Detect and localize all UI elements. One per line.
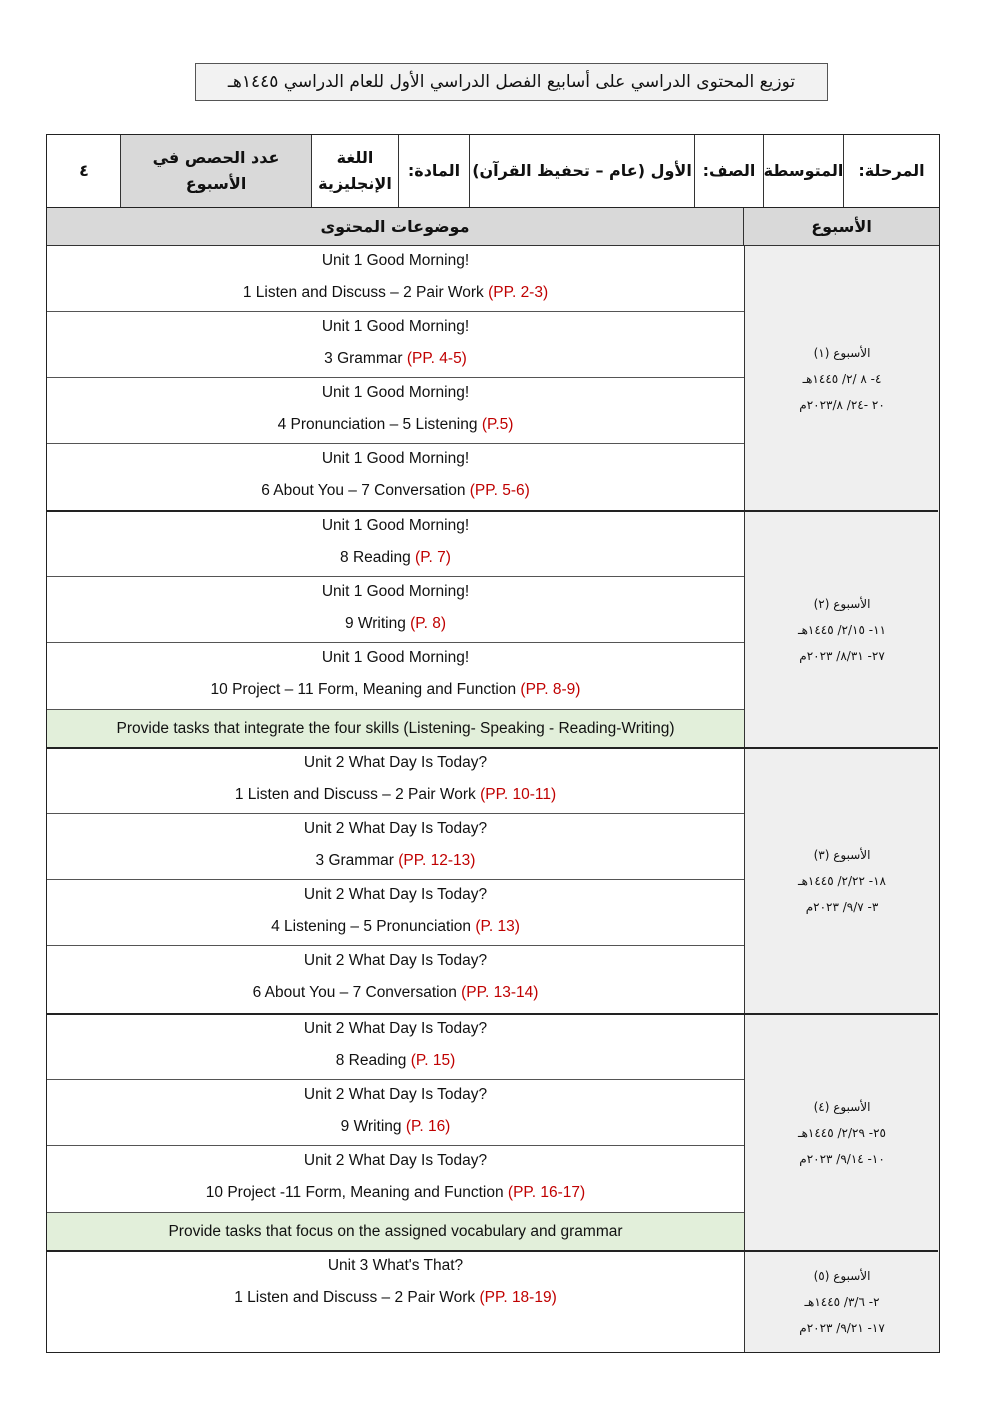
- page-reference: (PP. 5-6): [469, 482, 530, 499]
- lesson-row: [47, 1146, 744, 1213]
- week-hijri-dates: ٢- ٣/٦/ ١٤٤٥هـ: [804, 1294, 880, 1309]
- page-reference: (PP. 12-13): [398, 852, 476, 869]
- page-reference: (P. 16): [405, 1118, 451, 1135]
- lesson-row: [47, 378, 744, 444]
- lesson-topic: 10 Project – 11 Form, Meaning and Function (PP. 8-9): [210, 681, 581, 698]
- lesson-unit: Unit 1 Good Morning!: [321, 450, 470, 467]
- content-table: [46, 207, 940, 1353]
- page-reference: (PP. 10-11): [480, 786, 557, 803]
- topics-header: موضوعات المحتوى: [47, 208, 744, 246]
- lesson-row: [47, 880, 744, 946]
- lesson-row: [47, 643, 744, 710]
- page-reference: (P. 13): [475, 918, 520, 935]
- lesson-topic: 1 Listen and Discuss – 2 Pair Work (PP. 18-19): [234, 1289, 557, 1306]
- subject-value: اللغة الإنجليزية: [311, 135, 398, 207]
- lesson-row: [47, 1251, 744, 1352]
- stage-value: المتوسطة: [763, 135, 843, 207]
- week-hijri-dates: ٤- ٨ /٢/ ١٤٤٥هـ: [802, 371, 882, 386]
- lesson-topic: 9 Writing (P. 8): [344, 615, 447, 632]
- lesson-row: [47, 748, 744, 814]
- lesson-row: [47, 1014, 744, 1080]
- grade-label: الصف:: [694, 135, 763, 207]
- week-gregorian-dates: ٢٧- ٨/٣١/ ٢٠٢٣م: [799, 648, 885, 663]
- lesson-unit: Unit 3 What's That?: [327, 1257, 464, 1274]
- lesson-unit: Unit 1 Good Morning!: [321, 583, 470, 600]
- page-reference: (P.5): [481, 416, 514, 433]
- week-gregorian-dates: ٢٠ -٢٤/ ٢٠٢٣/٨م: [799, 397, 885, 412]
- week-hijri-dates: ١٨- ٢/٢٢/ ١٤٤٥هـ: [798, 874, 886, 888]
- lesson-row: [47, 946, 744, 1014]
- lesson-row: [47, 814, 744, 880]
- lesson-unit: Unit 1 Good Morning!: [321, 318, 470, 335]
- week-cell: [744, 511, 939, 748]
- subject-label: المادة:: [398, 135, 469, 207]
- week-gregorian-dates: ١٠- ٩/١٤/ ٢٠٢٣م: [799, 1151, 885, 1166]
- week-hijri-dates: ١١- ٢/١٥/ ١٤٤٥هـ: [798, 622, 886, 637]
- lesson-unit: Unit 2 What Day Is Today?: [303, 952, 488, 969]
- lesson-topic: 6 About You – 7 Conversation (PP. 13-14): [252, 984, 539, 1001]
- teaching-note: Provide tasks that focus on the assigned vocabulary and grammar: [47, 1213, 744, 1251]
- week-hijri-dates: ٢٥- ٢/٢٩/ ١٤٤٥هـ: [798, 1125, 886, 1140]
- periods-label: عدد الحصص في الأسبوع: [120, 135, 311, 207]
- week-name: الأسبوع (٢): [813, 596, 871, 611]
- lesson-row: [47, 246, 744, 312]
- page-reference: (PP. 2-3): [488, 284, 549, 301]
- page-reference: (PP. 4-5): [406, 350, 467, 367]
- lesson-row: [47, 312, 744, 378]
- lesson-unit: Unit 1 Good Morning!: [321, 252, 470, 269]
- lesson-topic: 9 Writing (P. 16): [340, 1118, 451, 1135]
- lesson-unit: Unit 1 Good Morning!: [321, 649, 470, 666]
- lesson-topic: 1 Listen and Discuss – 2 Pair Work (PP. 10-11): [234, 786, 557, 803]
- lesson-topic: 8 Reading (P. 15): [335, 1052, 456, 1069]
- lesson-topic: 4 Listening – 5 Pronunciation (P. 13): [271, 918, 520, 935]
- lesson-row: [47, 511, 744, 577]
- page-reference: (PP. 8-9): [520, 681, 581, 698]
- lesson-unit: Unit 2 What Day Is Today?: [303, 820, 488, 837]
- lesson-unit: Unit 2 What Day Is Today?: [303, 886, 488, 903]
- week-cell: [744, 246, 939, 511]
- page-reference: (PP. 16-17): [507, 1184, 586, 1201]
- lesson-topic: 8 Reading (P. 7): [340, 549, 451, 566]
- week-header: الأسبوع: [744, 208, 939, 246]
- lesson-topic: 1 Listen and Discuss – 2 Pair Work (PP. 2-3): [242, 284, 549, 301]
- page-reference: (PP. 18-19): [479, 1289, 557, 1306]
- periods-value: ٤: [79, 161, 89, 181]
- lesson-row: [47, 577, 744, 643]
- lesson-unit: Unit 1 Good Morning!: [321, 384, 470, 401]
- lesson-topic: 6 About You – 7 Conversation (PP. 5-6): [261, 482, 530, 499]
- lesson-topic: 3 Grammar (PP. 12-13): [315, 852, 476, 869]
- week-name: الأسبوع (٣): [813, 848, 871, 862]
- week-cell: [744, 1014, 939, 1251]
- page-reference: (P. 7): [415, 549, 451, 566]
- lesson-row: [47, 444, 744, 511]
- info-header-table: [46, 134, 940, 208]
- week-name: الأسبوع (١): [813, 345, 871, 360]
- grade-value: الأول (عام – تحفيظ القرآن): [469, 135, 694, 207]
- lesson-unit: Unit 2 What Day Is Today?: [303, 1152, 488, 1169]
- lesson-unit: Unit 2 What Day Is Today?: [303, 1020, 488, 1037]
- page-reference: (PP. 13-14): [461, 984, 539, 1001]
- week-gregorian-dates: ١٧- ٩/٢١/ ٢٠٢٣م: [799, 1320, 885, 1335]
- lesson-unit: Unit 2 What Day Is Today?: [303, 1086, 488, 1103]
- week-cell: [744, 748, 939, 1014]
- page-reference: (P. 15): [410, 1052, 456, 1069]
- lesson-row: [47, 1080, 744, 1146]
- week-cell: [744, 1251, 939, 1352]
- lesson-topic: 10 Project -11 Form, Meaning and Function (PP. 16-17): [205, 1184, 586, 1201]
- stage-label: المرحلة:: [843, 135, 939, 207]
- lesson-topic: 4 Pronunciation – 5 Listening (P.5): [277, 416, 514, 433]
- page-reference: (P. 8): [410, 615, 447, 632]
- week-gregorian-dates: ٣- ٩/٧/ ٢٠٢٣م: [805, 900, 879, 914]
- week-name: الأسبوع (٥): [813, 1268, 871, 1283]
- page-title: توزيع المحتوى الدراسي على أسابيع الفصل الدراسي الأول للعام الدراسي ١٤٤٥هـ: [195, 63, 828, 101]
- lesson-unit: Unit 2 What Day Is Today?: [303, 754, 488, 771]
- lesson-topic: 3 Grammar (PP. 4-5): [324, 350, 467, 367]
- week-name: الأسبوع (٤): [813, 1099, 871, 1114]
- teaching-note: Provide tasks that integrate the four skills (Listening- Speaking - Reading-Writing): [47, 710, 744, 748]
- lesson-unit: Unit 1 Good Morning!: [321, 517, 470, 534]
